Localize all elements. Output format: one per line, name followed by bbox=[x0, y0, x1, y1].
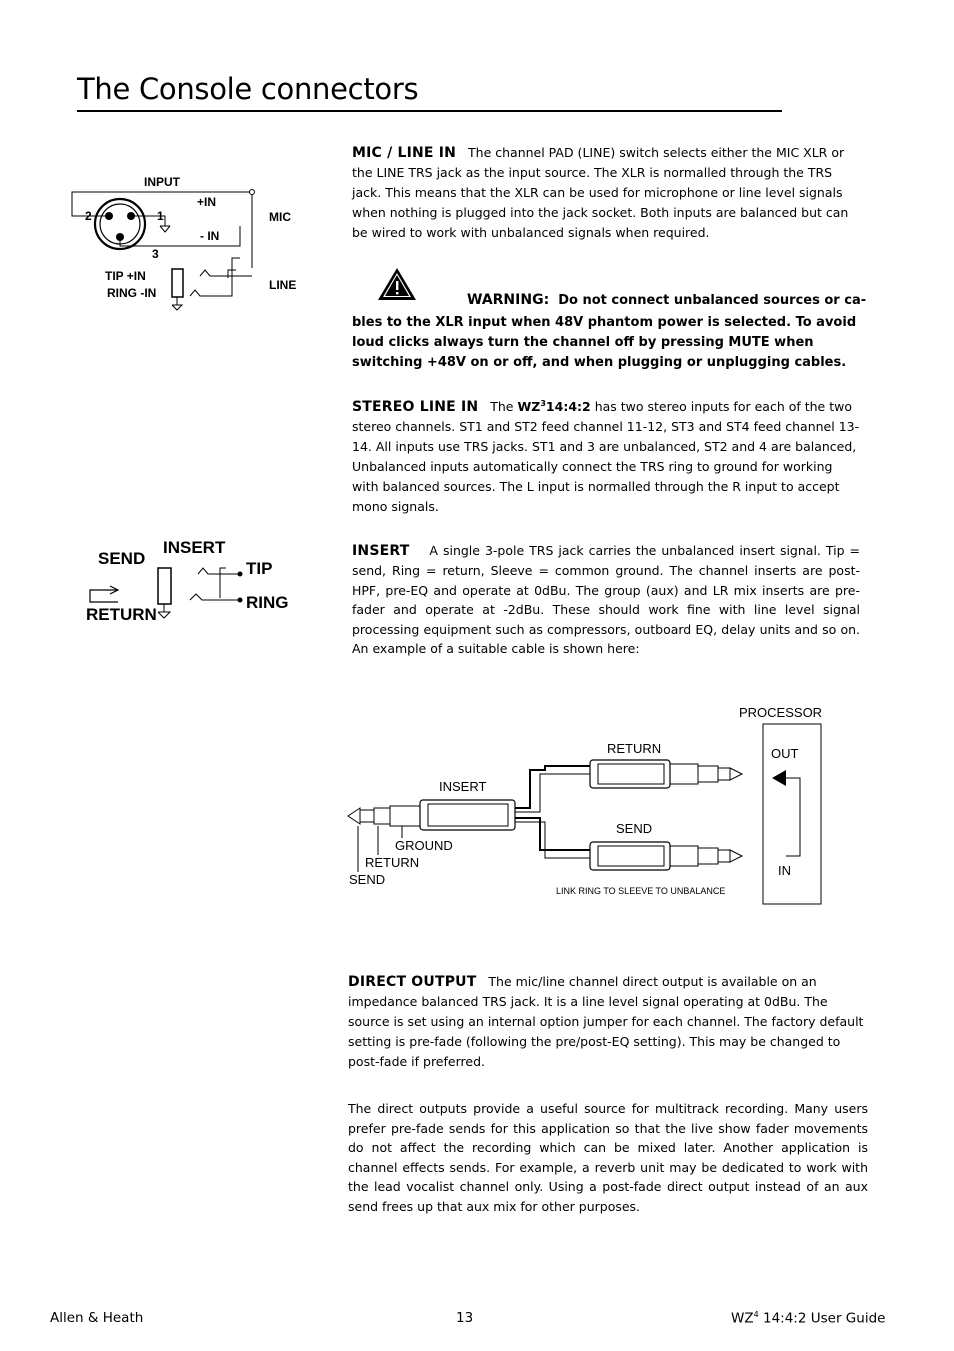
page-title: The Console connectors bbox=[77, 72, 419, 106]
processor-label: PROCESSOR bbox=[739, 705, 823, 720]
footer-model: WZ bbox=[731, 1310, 754, 1327]
plus-in-label: +IN bbox=[197, 195, 217, 209]
warning-line1 bbox=[467, 290, 867, 311]
insert-jack-diagram bbox=[80, 530, 310, 630]
insert-paragraph bbox=[352, 541, 860, 658]
insert-body: A single 3-pole TRS jack carries the unbalanced insert signal. Tip = send, Ring = return, Sleeve = common ground. The channel inserts are post-HPF, pre-EQ and operate at 0dBu. The group (aux) and LR mix inserts are pre-fader and operate at -2dBu. These should work fine with line level signal processing equipment such as compressors, outboard EQ, delay units and so on. An example of a suitable cable is shown here: bbox=[352, 543, 860, 657]
cable-send-label: SEND bbox=[616, 821, 653, 836]
footer-model-sup: 4 bbox=[753, 1310, 759, 1319]
warning-body: bles to the XLR input when 48V phantom power is selected. To avoid loud clicks always turn the channel off by pressing MUTE when switching +48V on or off, and when plugging or unplugging cables. bbox=[352, 315, 857, 370]
direct-output-paragraph-2: The direct outputs provide a useful source for multitrack recording. Many users prefer pre-fade sends for this application so that the live show fader movements do not affect the recording which can be mixed later. Another application is channel effects sends. For example, a reverb unit may be dedicated to work with the lead vocalist channel only. Using a post-fade direct output instead of an aux send frees up that aux mix for other purposes. bbox=[348, 1101, 868, 1214]
xlr-pin-3-label: 3 bbox=[152, 247, 159, 261]
title-rule bbox=[77, 110, 782, 112]
warning-line1-text: Do not connect unbalanced sources or ca- bbox=[558, 293, 867, 308]
cable-insert-label: INSERT bbox=[439, 779, 487, 794]
cable-send-pin-label: SEND bbox=[349, 872, 386, 887]
cable-ground-label: GROUND bbox=[395, 838, 453, 853]
insert-insert-label: INSERT bbox=[163, 538, 226, 557]
diag-input-label: INPUT bbox=[144, 175, 180, 189]
stereo-paragraph bbox=[352, 394, 862, 517]
minus-in-label: - IN bbox=[200, 229, 220, 243]
direct-output-paragraph bbox=[348, 972, 864, 1072]
stereo-heading: STEREO LINE IN bbox=[352, 399, 479, 416]
footer-guide-title bbox=[731, 1310, 885, 1327]
stereo-model: WZ bbox=[517, 399, 541, 415]
insert-ring-label: RING bbox=[246, 593, 289, 612]
warning-heading: WARNING: bbox=[467, 292, 550, 308]
insert-return-label: RETURN bbox=[86, 605, 157, 624]
link-note-label: LINK RING TO SLEEVE TO UNBALANCE bbox=[556, 886, 726, 896]
insert-tip-label: TIP bbox=[246, 559, 273, 578]
stereo-pre: The bbox=[490, 399, 514, 415]
processor-out-label: OUT bbox=[771, 746, 799, 761]
cable-return-label: RETURN bbox=[607, 741, 662, 756]
mic-line-paragraph bbox=[352, 143, 862, 243]
footer-publisher: Allen & Heath bbox=[50, 1310, 144, 1326]
direct-output-body: The mic/line channel direct output is available on an impedance balanced TRS jack. It is a line level signal operating at 0dBu. The source is set using an internal option jumper for each channel. The factory default setting is pre-fade (following the pre/post-EQ setting). This may be changed to post-fade if preferred. bbox=[348, 974, 864, 1069]
stereo-body: has two stereo inputs for each of the two stereo channels. ST1 and ST2 feed channel 11-12, ST3 and ST4 feed channel 13-14. All inputs use TRS jacks. ST1 and 3 are unbalanced, ST2 and 4 are balanced, Unbalanced inputs automatically connect the TRS ring to ground for working with balanced sources. The L input is normalled through the R input to accept mono signals. bbox=[352, 399, 860, 515]
processor-in-label: IN bbox=[778, 863, 791, 878]
xlr-pin-1-label: 1 bbox=[157, 209, 164, 223]
mic-label: MIC bbox=[269, 210, 291, 224]
insert-cable-diagram bbox=[340, 700, 840, 910]
warning-icon bbox=[376, 266, 418, 302]
insert-send-label: SEND bbox=[98, 549, 146, 568]
line-label: LINE bbox=[269, 278, 297, 292]
tip-in-label: TIP +IN bbox=[105, 269, 146, 283]
cable-return-pin-label: RETURN bbox=[365, 855, 420, 870]
mic-line-heading: MIC / LINE IN bbox=[352, 145, 457, 161]
stereo-model-sup: 3 bbox=[540, 399, 546, 408]
mic-line-input-diagram bbox=[60, 168, 320, 318]
direct-output-heading: DIRECT OUTPUT bbox=[348, 974, 477, 990]
stereo-model-suffix: 14:4:2 bbox=[545, 399, 591, 415]
out-arrow-icon bbox=[772, 770, 786, 786]
footer-page-number: 13 bbox=[456, 1310, 474, 1326]
mic-line-body: The channel PAD (LINE) switch selects either the MIC XLR or the LINE TRS jack as the input source. The XLR is normalled through the TRS jack. This means that the XLR can be used for microphone or line level signals when nothing is plugged into the jack socket. Both inputs are balanced but can be wired to work with unbalanced signals when required. bbox=[352, 145, 849, 240]
ring-in-label: RING -IN bbox=[107, 286, 157, 300]
insert-heading: INSERT bbox=[352, 543, 410, 559]
footer-guide-text: 14:4:2 User Guide bbox=[758, 1310, 886, 1327]
xlr-pin-2-label: 2 bbox=[85, 209, 92, 223]
